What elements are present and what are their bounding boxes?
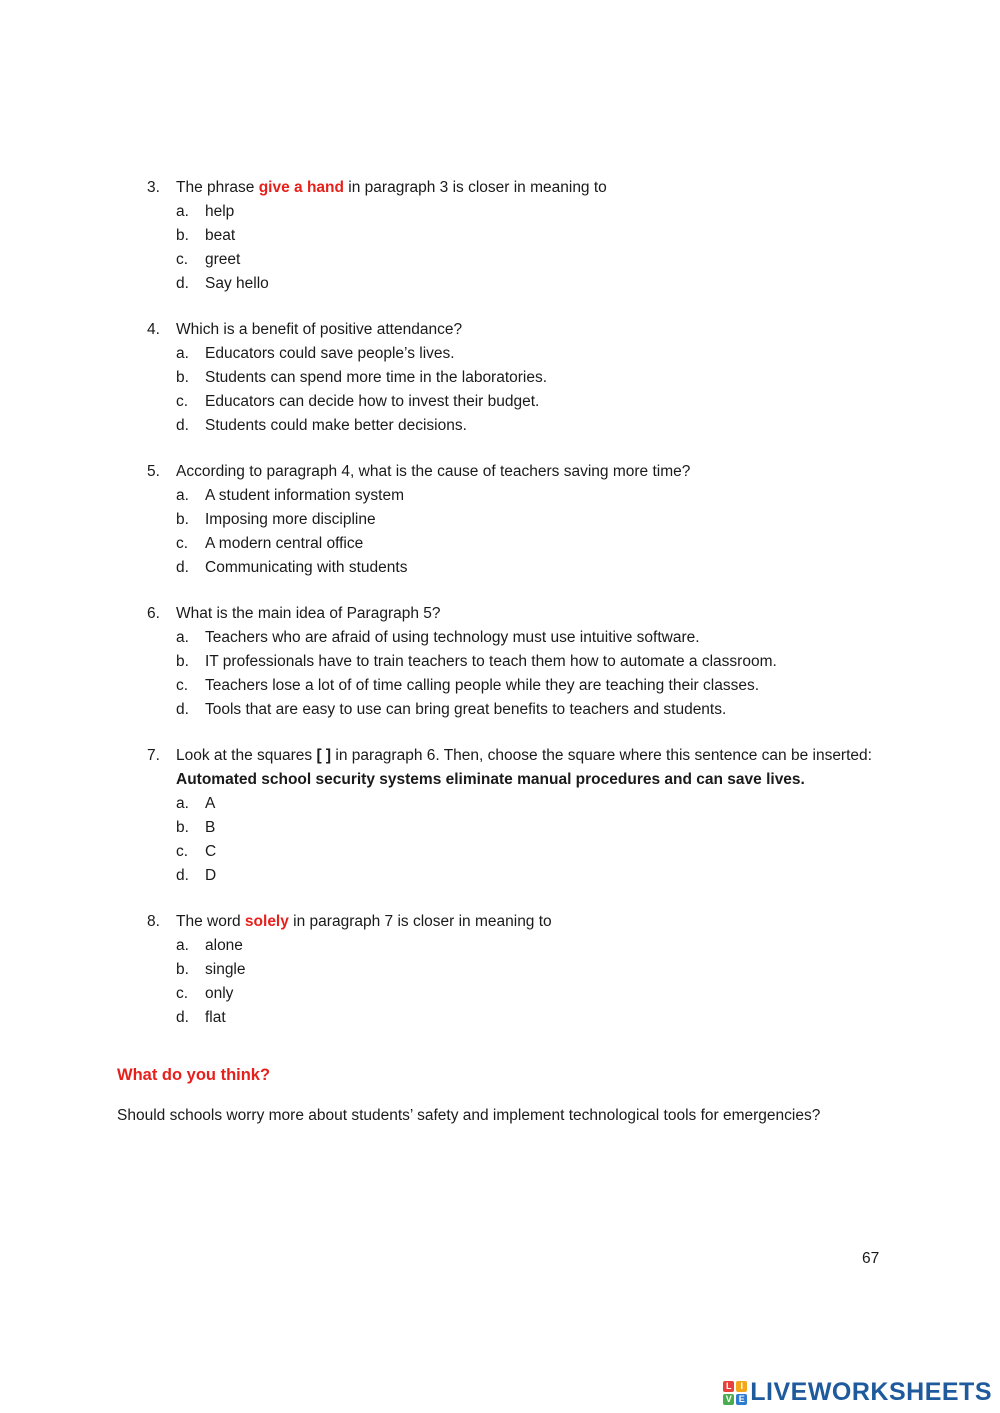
question-number: 6.	[147, 605, 160, 622]
question-number: 5.	[147, 463, 160, 480]
squares-marker: [ ]	[316, 747, 332, 764]
question-5	[147, 460, 876, 580]
option-text: A student information system	[205, 487, 405, 504]
option-d[interactable]: d. flat	[147, 1006, 876, 1030]
option-text: beat	[205, 227, 236, 244]
question-stem: What is the main idea of Paragraph 5?	[176, 605, 441, 622]
option-text: alone	[205, 937, 243, 954]
option-b[interactable]: b. B	[147, 816, 876, 840]
option-c[interactable]: c. C	[147, 840, 876, 864]
think-heading: What do you think?	[117, 1066, 271, 1084]
question-stem: Which is a benefit of positive attendance?	[176, 321, 463, 338]
highlighted-word: solely	[244, 913, 289, 930]
liveworksheets-brand	[723, 1378, 992, 1407]
option-text: Students could make better decisions.	[205, 417, 467, 434]
option-text: Students can spend more time in the laboratories.	[205, 369, 548, 386]
option-text: A modern central office	[205, 535, 364, 552]
option-text: only	[205, 985, 234, 1002]
think-prompt: Should schools worry more about students’ safety and implement technological tools for emergencies?	[117, 1107, 821, 1124]
option-text: A	[205, 795, 216, 812]
option-a[interactable]: a. A	[147, 792, 876, 816]
option-text: B	[205, 819, 216, 836]
question-number: 8.	[147, 913, 160, 930]
option-c[interactable]: c. Teachers lose a lot of of time calling people while they are teaching their classes.	[147, 674, 876, 698]
option-d[interactable]: d. Tools that are easy to use can bring great benefits to teachers and students.	[147, 698, 876, 722]
option-text: Teachers who are afraid of using technology must use intuitive software.	[205, 629, 700, 646]
option-text: C	[205, 843, 217, 860]
option-text: help	[205, 203, 235, 220]
logo-tile: L	[723, 1381, 734, 1392]
question-8	[147, 910, 876, 1030]
option-c[interactable]: c. Educators can decide how to invest their budget.	[147, 390, 876, 414]
logo-tile: I	[736, 1381, 747, 1392]
option-a[interactable]: a. A student information system	[147, 484, 876, 508]
insert-sentence: Automated school security systems eliminate manual procedures and can save lives.	[176, 771, 805, 788]
option-d[interactable]: d. D	[147, 864, 876, 888]
option-d[interactable]: d. Students could make better decisions.	[147, 414, 876, 438]
option-c[interactable]: c. greet	[147, 248, 876, 272]
question-stem: The word solely in paragraph 7 is closer in meaning to	[176, 913, 552, 930]
highlighted-phrase: give a hand	[258, 179, 344, 196]
question-4	[147, 318, 876, 438]
logo-tile: E	[736, 1394, 747, 1405]
page-number: 67	[862, 1250, 880, 1267]
question-3	[147, 176, 876, 296]
question-7	[147, 744, 876, 888]
option-a[interactable]: a. help	[147, 200, 876, 224]
question-number: 4.	[147, 321, 160, 338]
option-b[interactable]: b. single	[147, 958, 876, 982]
option-text: D	[205, 867, 217, 884]
option-text: Communicating with students	[205, 559, 408, 576]
question-stem: According to paragraph 4, what is the cause of teachers saving more time?	[176, 463, 691, 480]
question-stem: The phrase give a hand in paragraph 3 is closer in meaning to	[176, 179, 607, 196]
question-stem: Look at the squares [ ] in paragraph 6. Then, choose the square where this sentence can be inserted: Automated school security systems eliminate manual procedures and can save lives.	[176, 747, 872, 788]
option-text: Tools that are easy to use can bring great benefits to teachers and students.	[205, 701, 727, 718]
brand-name: LIVEWORKSHEETS	[750, 1378, 992, 1406]
option-text: Say hello	[205, 275, 269, 292]
option-text: Imposing more discipline	[205, 511, 376, 528]
option-b[interactable]: b. IT professionals have to train teachers to teach them how to automate a classroom.	[147, 650, 876, 674]
option-a[interactable]: a. Educators could save people’s lives.	[147, 342, 876, 366]
option-text: single	[205, 961, 246, 978]
option-text: IT professionals have to train teachers to teach them how to automate a classroom.	[205, 653, 777, 670]
option-c[interactable]: c. A modern central office	[147, 532, 876, 556]
option-text: Educators could save people’s lives.	[205, 345, 455, 362]
option-a[interactable]: a. alone	[147, 934, 876, 958]
option-text: Teachers lose a lot of of time calling people while they are teaching their classes.	[205, 677, 759, 694]
question-number: 3.	[147, 179, 160, 196]
option-b[interactable]: b. Students can spend more time in the laboratories.	[147, 366, 876, 390]
option-text: Educators can decide how to invest their budget.	[205, 393, 540, 410]
liveworksheets-logo-icon	[723, 1381, 747, 1405]
question-number: 7.	[147, 747, 160, 764]
logo-tile: V	[723, 1394, 734, 1405]
option-d[interactable]: d. Communicating with students	[147, 556, 876, 580]
option-text: flat	[205, 1009, 226, 1026]
option-text: greet	[205, 251, 241, 268]
option-b[interactable]: b. Imposing more discipline	[147, 508, 876, 532]
option-d[interactable]: d. Say hello	[147, 272, 876, 296]
question-6	[147, 602, 876, 722]
option-a[interactable]: a. Teachers who are afraid of using technology must use intuitive software.	[147, 626, 876, 650]
option-b[interactable]: b. beat	[147, 224, 876, 248]
option-c[interactable]: c. only	[147, 982, 876, 1006]
